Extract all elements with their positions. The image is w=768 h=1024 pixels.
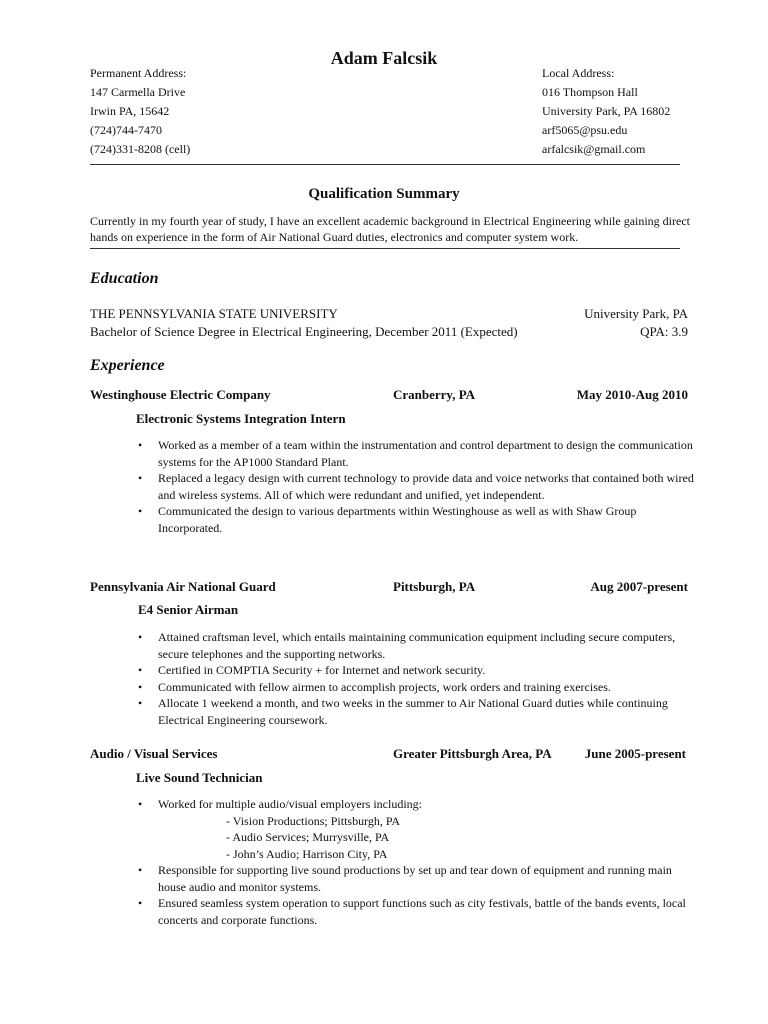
list-item <box>136 796 696 862</box>
job-title: E4 Senior Airman <box>138 602 239 617</box>
bullet-icon: • <box>138 471 143 485</box>
bullet-text: Attained craftsman level, which entails maintaining communication equipment including secure computers, secure telephones and the supporting networks. <box>158 630 676 661</box>
permanent-address-label: Permanent Address: <box>90 66 187 80</box>
list-item <box>136 437 696 470</box>
local-address-line: 016 Thompson Hall <box>542 85 638 99</box>
job-location: Greater Pittsburgh Area, PA <box>393 746 552 761</box>
permanent-cell: (724)331-8208 (cell) <box>90 142 191 156</box>
job-dates: Aug 2007-present <box>590 579 688 594</box>
summary-heading: Qualification Summary <box>308 186 460 202</box>
list-item <box>136 470 696 503</box>
summary-divider <box>90 248 680 249</box>
local-email-alt: arfalcsik@gmail.com <box>542 142 646 156</box>
permanent-phone: (724)744-7470 <box>90 123 162 137</box>
job-title: Electronic Systems Integration Intern <box>136 411 346 426</box>
list-item <box>136 695 696 728</box>
bullet-icon: • <box>138 663 143 677</box>
bullet-text: Replaced a legacy design with current technology to provide data and voice networks that contained both wired and wireless systems. All of which were redundant and unified, yet independent. <box>158 471 694 502</box>
qpa: QPA: 3.9 <box>640 324 688 339</box>
job-bullets <box>136 437 696 536</box>
bullet-icon: • <box>138 863 143 877</box>
bullet-icon: • <box>138 896 143 910</box>
local-email: arf5065@psu.edu <box>542 123 628 137</box>
job-location: Cranberry, PA <box>393 387 476 402</box>
bullet-text: Worked as a member of a team within the instrumentation and control department to design the communication systems for the AP1000 Standard Plant. <box>158 438 693 469</box>
local-address-block <box>542 64 670 159</box>
job-company: Audio / Visual Services <box>90 746 218 761</box>
permanent-address-line: Irwin PA, 15642 <box>90 104 170 118</box>
bullet-icon: • <box>138 797 143 811</box>
list-item <box>136 629 696 662</box>
resume-name: Adam Falcsik <box>330 48 438 68</box>
job-location: Pittsburgh, PA <box>393 579 476 594</box>
job-dates: May 2010-Aug 2010 <box>576 387 688 402</box>
bullet-icon: • <box>138 504 143 518</box>
list-item <box>136 862 696 895</box>
job-company: Pennsylvania Air National Guard <box>90 579 276 594</box>
permanent-address-block <box>90 64 190 159</box>
bullet-icon: • <box>138 630 143 644</box>
bullet-icon: • <box>138 438 143 452</box>
job-dates: June 2005-present <box>584 746 686 761</box>
bullet-text: Ensured seamless system operation to support functions such as city festivals, battle of the bands events, local concerts and corporate functions. <box>158 896 686 927</box>
school-name: THE PENNSYLVANIA STATE UNIVERSITY <box>90 306 338 321</box>
list-item <box>136 679 696 696</box>
bullet-text: Certified in COMPTIA Security + for Internet and network security. <box>158 663 486 677</box>
bullet-text: Communicated with fellow airmen to accomplish projects, work orders and training exercises. <box>158 679 611 694</box>
job-title: Live Sound Technician <box>136 770 263 785</box>
degree: Bachelor of Science Degree in Electrical Engineering, December 2011 (Expected) <box>90 324 518 339</box>
bullet-icon: • <box>138 696 143 710</box>
bullet-text: Worked for multiple audio/visual employers including: <box>158 797 422 811</box>
bullet-text: Allocate 1 weekend a month, and two weeks in the summer to Air National Guard duties while continuing Electrical Engineering coursework. <box>158 696 668 727</box>
job-bullets <box>136 796 696 928</box>
list-item <box>136 662 696 679</box>
bullet-text: Communicated the design to various departments within Westinghouse as well as with Shaw Group Incorporated. <box>158 504 637 535</box>
education-heading: Education <box>90 270 159 287</box>
job-bullets <box>136 629 696 728</box>
header-divider <box>90 164 680 165</box>
employer-item: - Audio Services; Murrysville, PA <box>226 830 390 844</box>
job-company: Westinghouse Electric Company <box>90 387 271 402</box>
list-item <box>136 895 696 928</box>
employer-item: - John’s Audio; Harrison City, PA <box>226 846 388 861</box>
list-item <box>136 503 696 536</box>
permanent-address-line: 147 Carmella Drive <box>90 85 186 99</box>
school-location: University Park, PA <box>584 306 688 321</box>
local-address-line: University Park, PA 16802 <box>542 104 671 118</box>
employer-item: - Vision Productions; Pittsburgh, PA <box>226 813 401 828</box>
bullet-icon: • <box>138 679 143 694</box>
local-address-label: Local Address: <box>542 66 615 80</box>
summary-text: Currently in my fourth year of study, I have an excellent academic background in Electrical Engineering while gaining direct hands on experience in the form of Air National Guard duties, electronics and computer system work. <box>90 214 690 244</box>
experience-heading: Experience <box>90 357 165 374</box>
bullet-text: Responsible for supporting live sound productions by set up and tear down of equipment and running main house audio and monitor systems. <box>158 863 672 894</box>
